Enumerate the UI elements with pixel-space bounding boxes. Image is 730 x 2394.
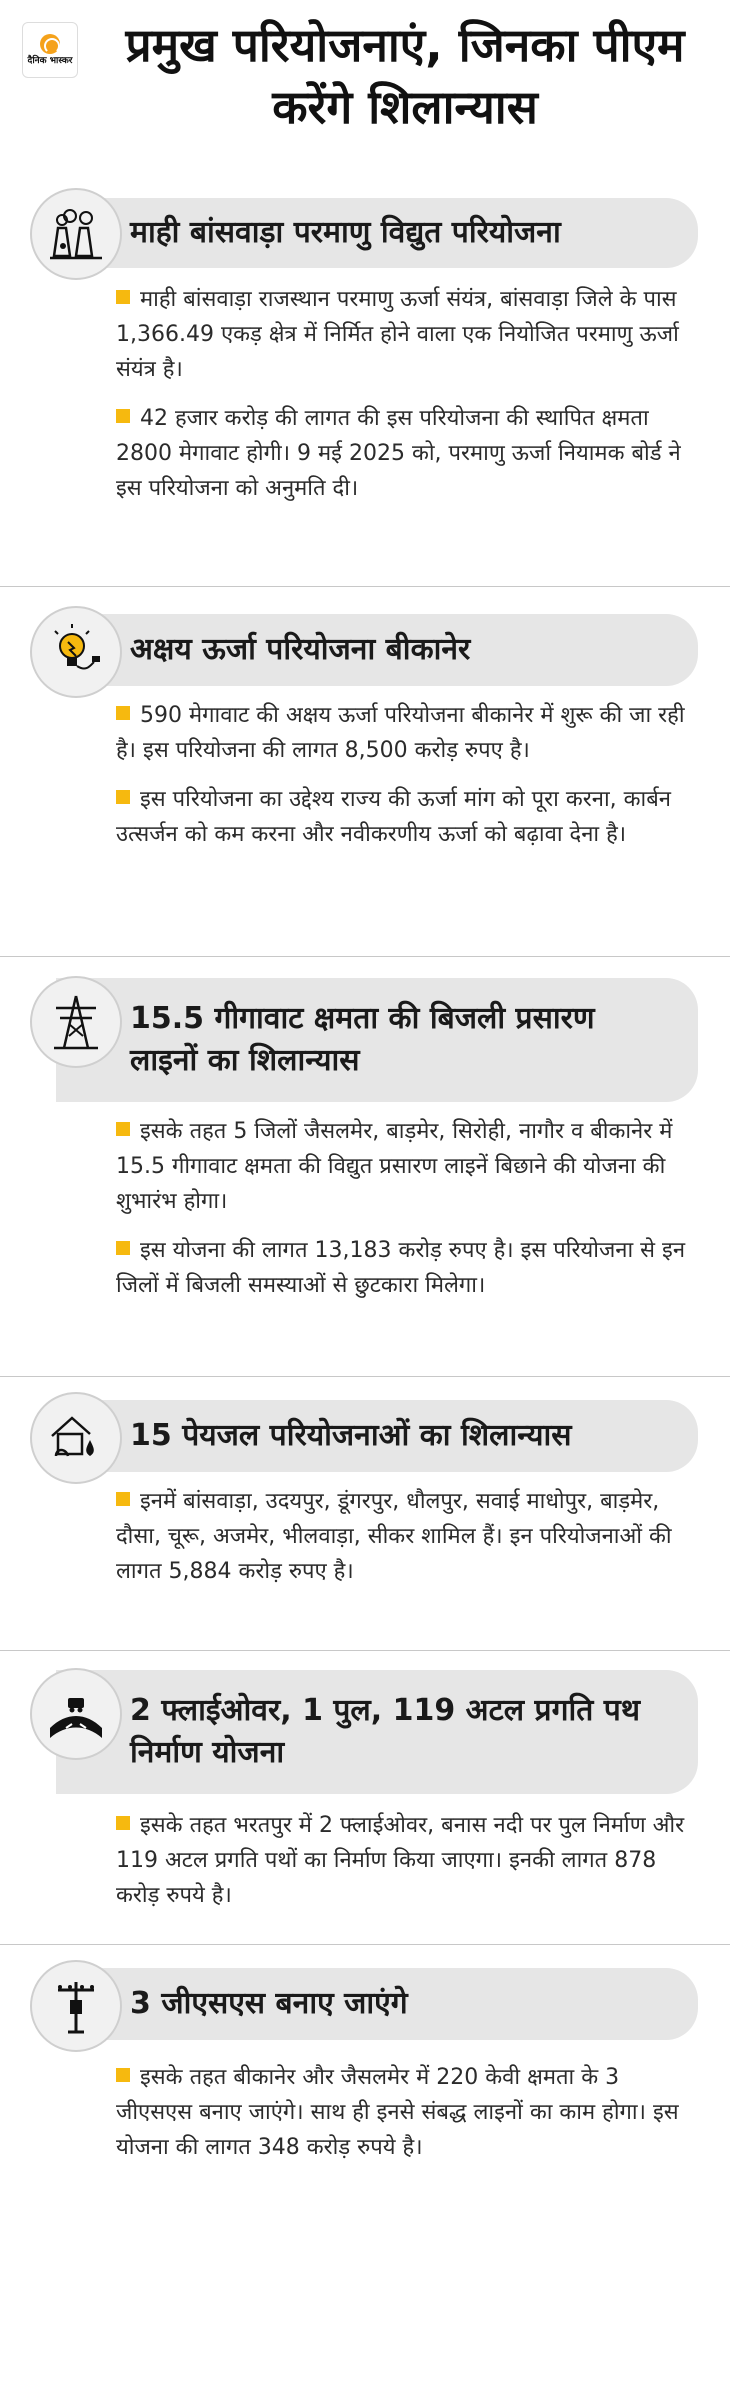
bullet-square-icon (116, 409, 130, 423)
section-points (116, 1808, 694, 1927)
section-heading: 15.5 गीगावाट क्षमता की बिजली प्रसारण लाइनों का शिलान्यास (130, 1001, 595, 1078)
section-divider (0, 1650, 730, 1651)
bullet-square-icon (116, 1816, 130, 1830)
bullet-square-icon (116, 1241, 130, 1255)
section-points (116, 1484, 694, 1603)
bullet-point: इस परियोजना का उद्देश्य राज्य की ऊर्जा मांग को पूरा करना, कार्बन उत्सर्जन को कम करना और नवीकरणीय ऊर्जा को बढ़ावा देना है। (116, 787, 672, 847)
section-divider (0, 956, 730, 957)
nuclear-plant-icon (30, 188, 122, 280)
road-flyover-icon (30, 1668, 122, 1760)
section-points (116, 2060, 694, 2179)
bullet-point: इनमें बांसवाड़ा, उदयपुर, डूंगरपुर, धौलपुर, सवाई माधोपुर, बाड़मेर, दौसा, चूरू, अजमेर, भीलवाड़ा, सीकर शामिल हैं। इन परियोजनाओं की लागत 5,884 करोड़ रुपए है। (116, 1489, 672, 1584)
section-heading-bar (56, 1968, 698, 2040)
bullet-square-icon (116, 2068, 130, 2082)
bullet-square-icon (116, 706, 130, 720)
bullet-point: इसके तहत भरतपुर में 2 फ्लाईओवर, बनास नदी पर पुल निर्माण और 119 अटल प्रगति पथों का निर्माण किया जाएगा। इनकी लागत 878 करोड़ रुपये है। (116, 1813, 685, 1908)
section-points (116, 282, 694, 520)
water-supply-icon (30, 1392, 122, 1484)
section-points (116, 1114, 694, 1317)
bullet-square-icon (116, 1122, 130, 1136)
page-title: प्रमुख परियोजनाएं, जिनका पीएम करेंगे शिलान्यास (125, 18, 685, 134)
section-heading: 2 फ्लाईओवर, 1 पुल, 119 अटल प्रगति पथ निर्माण योजना (130, 1693, 640, 1770)
bullet-square-icon (116, 790, 130, 804)
section-heading-bar (56, 1670, 698, 1794)
bullet-point: इसके तहत 5 जिलों जैसलमेर, बाड़मेर, सिरोही, नागौर व बीकानेर में 15.5 गीगावाट क्षमता की विद्युत प्रसारण लाइनें बिछाने की योजना की शुभारंभ होगा। (116, 1119, 673, 1214)
section-heading: 15 पेयजल परियोजनाओं का शिलान्यास (130, 1418, 572, 1453)
section-divider (0, 586, 730, 587)
section-points (116, 698, 694, 866)
section-heading-bar (56, 614, 698, 686)
bullet-point: इस योजना की लागत 13,183 करोड़ रुपए है। इस परियोजना से इन जिलों में बिजली समस्याओं से छुटकारा मिलेगा। (116, 1238, 686, 1298)
transmission-tower-icon (30, 976, 122, 1068)
section-divider (0, 1944, 730, 1945)
bullet-point: इसके तहत बीकानेर और जैसलमेर में 220 केवी क्षमता के 3 जीएसएस बनाए जाएंगे। साथ ही इनसे संबद्ध लाइनों का काम होगा। इस योजना की लागत 348 करोड़ रुपये है। (116, 2065, 679, 2160)
section-heading: 3 जीएसएस बनाए जाएंगे (130, 1986, 408, 2021)
bullet-point: 590 मेगावाट की अक्षय ऊर्जा परियोजना बीकानेर में शुरू की जा रही है। इस परियोजना की लागत 8,500 करोड़ रुपए है। (116, 703, 685, 763)
section-heading-bar (56, 978, 698, 1102)
header (0, 0, 730, 150)
bullet-square-icon (116, 1492, 130, 1506)
sun-logo-icon (40, 34, 60, 54)
bullet-point: 42 हजार करोड़ की लागत की इस परियोजना की स्थापित क्षमता 2800 मेगावाट होगी। 9 मई 2025 को, परमाणु ऊर्जा नियामक बोर्ड ने इस परियोजना को अनुमति दी। (116, 406, 681, 501)
light-bulb-plug-icon (30, 606, 122, 698)
section-heading-bar (56, 1400, 698, 1472)
bullet-point: माही बांसवाड़ा राजस्थान परमाणु ऊर्जा संयंत्र, बांसवाड़ा जिले के पास 1,366.49 एकड़ क्षेत्र में निर्मित होने वाला एक नियोजित परमाणु ऊर्जा संयंत्र है। (116, 287, 679, 382)
section-heading: माही बांसवाड़ा परमाणु विद्युत परियोजना (130, 215, 561, 250)
section-divider (0, 1376, 730, 1377)
section-heading: अक्षय ऊर्जा परियोजना बीकानेर (130, 632, 471, 667)
brand-logo (22, 22, 78, 78)
brand-name: दैनिक भास्कर (27, 56, 73, 66)
bullet-square-icon (116, 290, 130, 304)
power-pole-icon (30, 1960, 122, 2052)
section-heading-bar (56, 198, 698, 268)
